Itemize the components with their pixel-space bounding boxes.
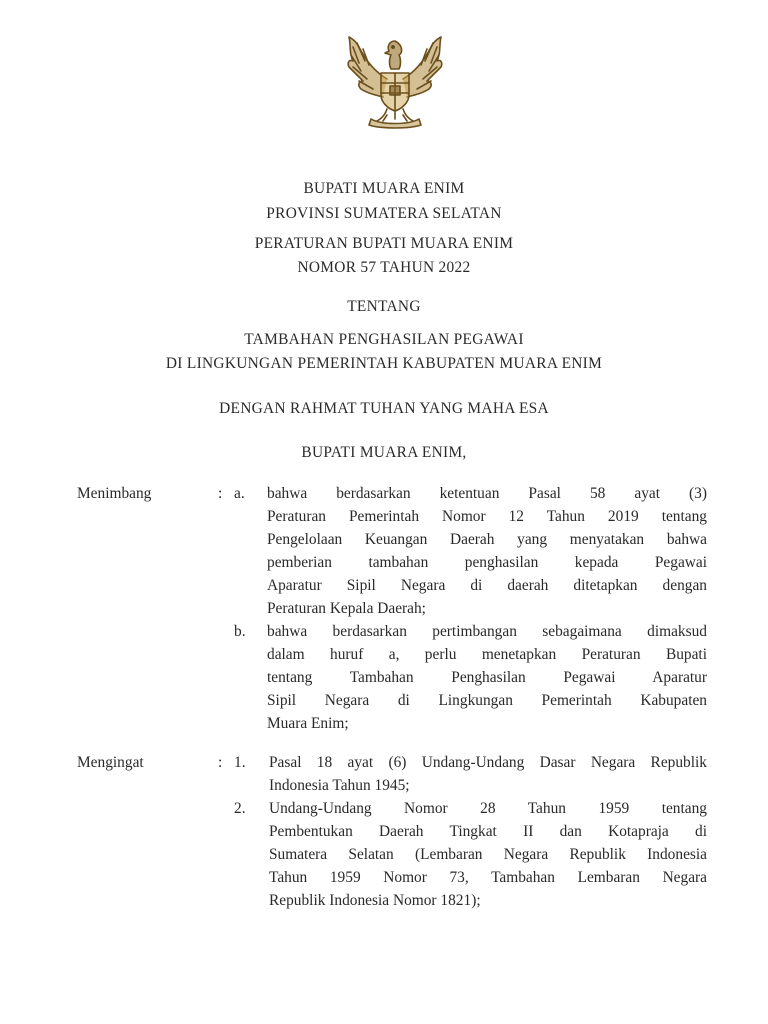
menimbang-a-line-1: bahwa berdasarkan ketentuan Pasal 58 ayat (3) <box>267 485 707 502</box>
mengingat-marker-2: 2. <box>234 800 246 817</box>
regulation-number: NOMOR 57 TAHUN 2022 <box>297 259 471 276</box>
mengingat-2-line-1: Undang-Undang Nomor 28 Tahun 1959 tentang <box>269 800 707 817</box>
menimbang-b-line-3: tentang Tambahan Penghasilan Pegawai Aparatur <box>267 669 707 686</box>
menimbang-a-line-5: Aparatur Sipil Negara di daerah ditetapkan dengan <box>267 577 707 594</box>
menimbang-a-line-2: Peraturan Pemerintah Nomor 12 Tahun 2019 tentang <box>267 508 707 525</box>
menimbang-b-line-2: dalam huruf a, perlu menetapkan Peraturan Bupati <box>267 646 707 663</box>
header-province: PROVINSI SUMATERA SELATAN <box>266 205 502 222</box>
menimbang-marker-a: a. <box>234 485 245 502</box>
menimbang-a-line-4: pemberian tambahan penghasilan kepada Pegawai <box>267 554 707 571</box>
menimbang-a-line-3: Pengelolaan Keuangan Daerah yang menyatakan bahwa <box>267 531 707 548</box>
mengingat-marker-1: 1. <box>234 754 246 771</box>
mengingat-2-line-5: Republik Indonesia Nomor 1821); <box>269 892 481 909</box>
tentang-heading: TENTANG <box>347 298 421 315</box>
mengingat-1-line-1: Pasal 18 ayat (6) Undang-Undang Dasar Negara Republik <box>269 754 707 771</box>
garuda-emblem-icon <box>337 33 453 133</box>
mengingat-2-line-4: Tahun 1959 Nomor 73, Tambahan Lembaran Negara <box>269 869 707 886</box>
mengingat-label: Mengingat <box>77 754 144 771</box>
mengingat-colon: : <box>218 754 223 771</box>
rahmat-line: DENGAN RAHMAT TUHAN YANG MAHA ESA <box>219 400 549 417</box>
mengingat-2-line-3: Sumatera Selatan (Lembaran Negara Republik Indonesia <box>269 846 707 863</box>
menimbang-colon: : <box>218 485 223 502</box>
regulation-title: PERATURAN BUPATI MUARA ENIM <box>254 235 514 252</box>
subject-line-2: DI LINGKUNGAN PEMERINTAH KABUPATEN MUARA ENIM <box>165 355 603 372</box>
mengingat-2-line-2: Pembentukan Daerah Tingkat II dan Kotapraja di <box>269 823 707 840</box>
header-title-bupati: BUPATI MUARA ENIM <box>303 180 465 197</box>
subject-line-1: TAMBAHAN PENGHASILAN PEGAWAI <box>244 331 524 348</box>
menimbang-b-line-4: Sipil Negara di Lingkungan Pemerintah Kabupaten <box>267 692 707 709</box>
mengingat-1-line-2: Indonesia Tahun 1945; <box>269 777 410 794</box>
menimbang-b-line-5: Muara Enim; <box>267 715 349 732</box>
bupati-line: BUPATI MUARA ENIM, <box>301 444 467 461</box>
menimbang-b-line-1: bahwa berdasarkan pertimbangan sebagaimana dimaksud <box>267 623 707 640</box>
menimbang-label: Menimbang <box>77 485 152 502</box>
menimbang-a-line-6: Peraturan Kepala Daerah; <box>267 600 426 617</box>
menimbang-marker-b: b. <box>234 623 246 640</box>
